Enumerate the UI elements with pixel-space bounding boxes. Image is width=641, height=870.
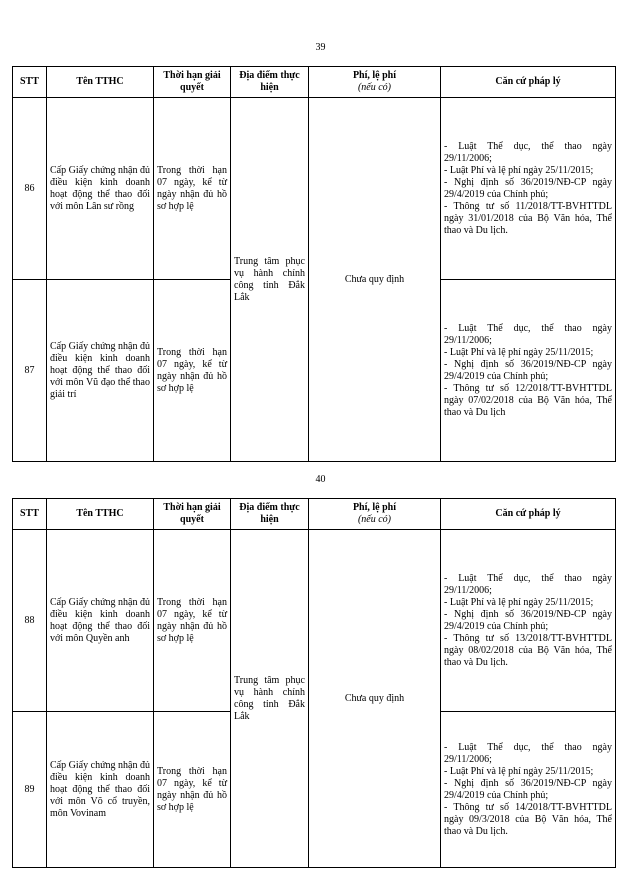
row-basis xyxy=(441,280,616,462)
basis-line: - Thông tư số 14/2018/TT-BVHTTDL ngày 09/3/2018 của Bộ Văn hóa, Thể thao và Du lịch. xyxy=(444,801,612,837)
header-stt: STT xyxy=(13,67,47,98)
table-row xyxy=(13,98,616,280)
header-fee xyxy=(309,67,441,98)
header-stt: STT xyxy=(13,499,47,530)
row-name: Cấp Giấy chứng nhận đủ điều kiện kinh doanh hoạt động thể thao đối với môn Quyền anh xyxy=(47,530,154,712)
basis-line: - Luật Phí và lệ phí ngày 25/11/2015; xyxy=(444,346,594,358)
basis-line: - Nghị định số 36/2019/NĐ-CP ngày 29/4/2019 của Chính phủ; xyxy=(444,176,612,200)
header-name: Tên TTHC xyxy=(47,499,154,530)
row-time: Trong thời hạn 07 ngày, kể từ ngày nhận đủ hồ sơ hợp lệ xyxy=(154,712,231,868)
row-basis xyxy=(441,712,616,868)
table-header-row xyxy=(13,499,616,530)
basis-line: - Luật Phí và lệ phí ngày 25/11/2015; xyxy=(444,596,594,608)
row-stt: 86 xyxy=(13,98,47,280)
header-place: Địa điểm thực hiện xyxy=(231,499,309,530)
basis-line: - Luật Thể dục, thể thao ngày 29/11/2006; xyxy=(444,140,612,164)
basis-line: - Thông tư số 11/2018/TT-BVHTTDL ngày 31/01/2018 của Bộ Văn hóa, Thể thao và Du lịch. xyxy=(444,200,612,236)
header-time: Thời hạn giải quyết xyxy=(154,499,231,530)
page-number: 40 xyxy=(315,474,326,485)
basis-line: - Nghị định số 36/2019/NĐ-CP ngày 29/4/2019 của Chính phủ; xyxy=(444,608,612,632)
row-stt: 89 xyxy=(13,712,47,868)
header-time: Thời hạn giải quyết xyxy=(154,67,231,98)
basis-line: - Nghị định số 36/2019/NĐ-CP ngày 29/4/2019 của Chính phủ; xyxy=(444,777,612,801)
basis-line: - Luật Phí và lệ phí ngày 25/11/2015; xyxy=(444,164,594,176)
page-number: 39 xyxy=(315,42,326,53)
header-fee xyxy=(309,499,441,530)
basis-line: - Thông tư số 13/2018/TT-BVHTTDL ngày 08/02/2018 của Bộ Văn hóa, Thể thao và Du lịch. xyxy=(444,632,612,668)
basis-line: - Luật Phí và lệ phí ngày 25/11/2015; xyxy=(444,765,594,777)
row-name: Cấp Giấy chứng nhận đủ điều kiện kinh doanh hoạt động thể thao đối với môn Võ cổ truyền, môn Vovinam xyxy=(47,712,154,868)
header-fee-label: Phí, lệ phí xyxy=(352,502,397,513)
header-basis: Căn cứ pháp lý xyxy=(441,67,616,98)
basis-line: - Thông tư số 12/2018/TT-BVHTTDL ngày 07/02/2018 của Bộ Văn hóa, Thể thao và Du lịch xyxy=(444,382,612,418)
basis-line: - Nghị định số 36/2019/NĐ-CP ngày 29/4/2019 của Chính phủ; xyxy=(444,358,612,382)
header-fee-label: Phí, lệ phí xyxy=(352,70,397,81)
row-stt: 87 xyxy=(13,280,47,462)
header-name: Tên TTHC xyxy=(47,67,154,98)
procedure-table xyxy=(12,498,616,868)
row-time: Trong thời hạn 07 ngày, kể từ ngày nhận đủ hồ sơ hợp lệ xyxy=(154,98,231,280)
basis-line: - Luật Thể dục, thể thao ngày 29/11/2006; xyxy=(444,741,612,765)
header-fee-note: (nếu có) xyxy=(357,514,392,525)
row-fee: Chưa quy định xyxy=(309,98,441,462)
row-fee: Chưa quy định xyxy=(309,530,441,868)
header-fee-note: (nếu có) xyxy=(357,82,392,93)
table-row xyxy=(13,530,616,712)
row-stt: 88 xyxy=(13,530,47,712)
row-time: Trong thời hạn 07 ngày, kể từ ngày nhận đủ hồ sơ hợp lệ xyxy=(154,530,231,712)
row-basis xyxy=(441,98,616,280)
table-header-row xyxy=(13,67,616,98)
basis-line: - Luật Thể dục, thể thao ngày 29/11/2006; xyxy=(444,572,612,596)
procedure-table xyxy=(12,66,616,462)
header-place: Địa điểm thực hiện xyxy=(231,67,309,98)
row-name: Cấp Giấy chứng nhận đủ điều kiện kinh doanh hoạt động thể thao đối với môn Lân sư rồng xyxy=(47,98,154,280)
header-basis: Căn cứ pháp lý xyxy=(441,499,616,530)
row-time: Trong thời hạn 07 ngày, kể từ ngày nhận đủ hồ sơ hợp lệ xyxy=(154,280,231,462)
row-place: Trung tâm phục vụ hành chính công tỉnh Đắk Lắk xyxy=(231,530,309,868)
row-basis xyxy=(441,530,616,712)
row-name: Cấp Giấy chứng nhận đủ điều kiện kinh doanh hoạt động thể thao đối với môn Vũ đạo thể thao giải trí xyxy=(47,280,154,462)
basis-line: - Luật Thể dục, thể thao ngày 29/11/2006; xyxy=(444,322,612,346)
row-place: Trung tâm phục vụ hành chính công tỉnh Đắk Lắk xyxy=(231,98,309,462)
